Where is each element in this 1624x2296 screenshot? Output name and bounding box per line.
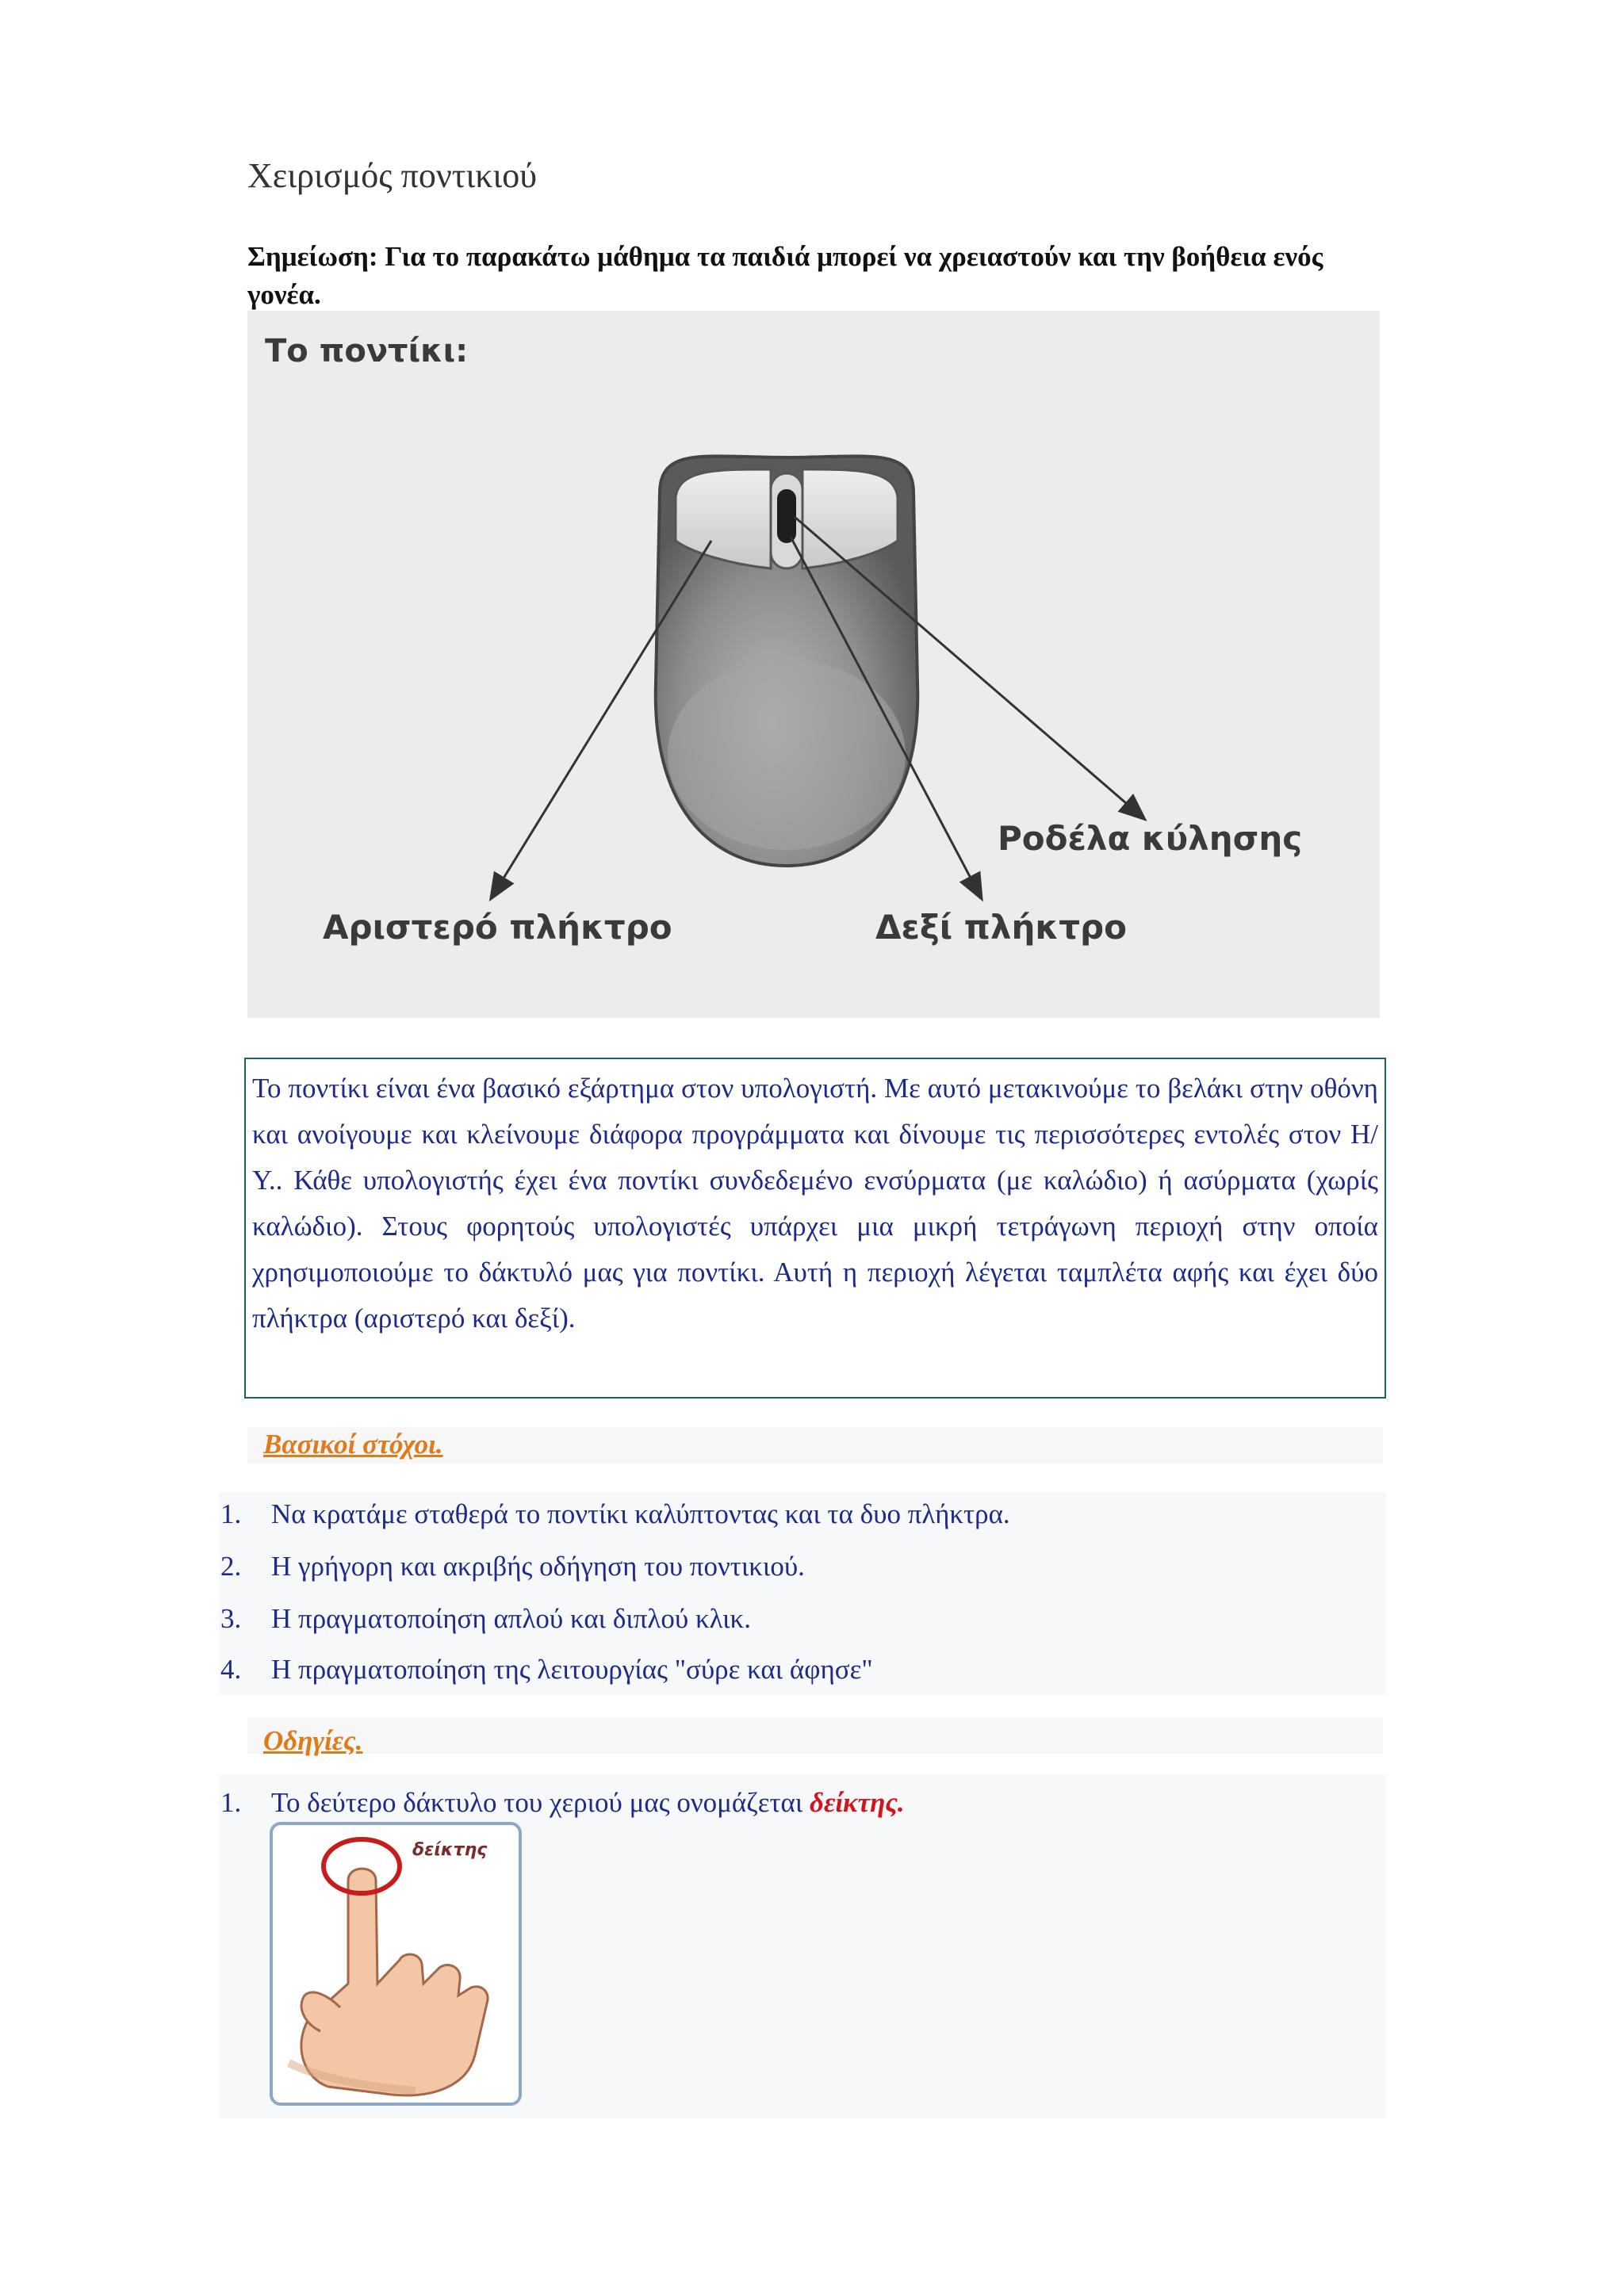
pointer-term: δείκτης. xyxy=(810,1787,905,1818)
goals-list xyxy=(219,1492,1386,1695)
list-item-number: 2. xyxy=(220,1551,242,1582)
list-item-text: Να κρατάμε σταθερά το ποντίκι καλύπτοντας και τα δυο πλήκτρα. xyxy=(271,1498,1010,1529)
intro-text-box: Το ποντίκι είναι ένα βασικό εξάρτημα στον υπολογιστή. Με αυτό μετακινούμε το βελάκι στην οθόνη και ανοίγουμε και κλείνουμε διάφορα προγράμματα και δίνουμε τις περισσότερες εντολές στον Η/Υ.. Κάθε υπολογιστής έχει ένα ποντίκι συνδεδεμένο ενσύρματα (με καλώδιο) ή ασύρματα (χωρίς καλώδιο). Στους φορητούς υπολογιστές υπάρχει μια μικρή τετράγωνη περιοχή στην οποία χρησιμοποιούμε το δάκτυλό μας για ποντίκι. Αυτή η περιοχή λέγεται ταμπλέτα αφής και έχει δύο πλήκτρα (αριστερό και δεξί). xyxy=(244,1058,1386,1399)
list-item xyxy=(219,1603,751,1635)
list-item xyxy=(219,1654,873,1686)
goals-heading: Βασικοί στόχοι. xyxy=(263,1429,443,1460)
hand-icon xyxy=(289,1869,488,2095)
list-item xyxy=(219,1551,805,1582)
list-item xyxy=(219,1787,905,1819)
finger-label: δείκτης xyxy=(412,1840,488,1860)
index-finger-illustration xyxy=(270,1822,522,2106)
mouse-diagram-heading: Το ποντίκι: xyxy=(265,333,469,369)
list-item-number: 1. xyxy=(220,1787,242,1818)
list-item-number: 4. xyxy=(220,1654,242,1685)
scroll-wheel-label: Ροδέλα κύλησης xyxy=(998,819,1303,858)
list-item-text: Η πραγματοποίηση απλού και διπλού κλικ. xyxy=(271,1603,751,1634)
mouse-diagram xyxy=(247,311,1380,1018)
list-item xyxy=(219,1498,1010,1530)
list-item-text: Η γρήγορη και ακριβής οδήγηση του ποντικιού. xyxy=(271,1551,805,1582)
goals-heading-bar xyxy=(247,1427,1383,1464)
instructions-heading: Οδηγίες. xyxy=(263,1725,363,1756)
right-button-label: Δεξί πλήκτρο xyxy=(875,908,1127,947)
instructions-heading-bar xyxy=(247,1717,1383,1754)
instructions-list xyxy=(219,1774,1386,2118)
parent-help-note: Σημείωση: Για το παρακάτω μάθημα τα παιδιά μπορεί να χρειαστούν και την βοήθεια ενός γονέα. xyxy=(247,241,1323,310)
page-title: Χειρισμός ποντικιού xyxy=(247,156,538,195)
mouse-illustration xyxy=(656,456,918,866)
list-item-number: 3. xyxy=(220,1603,242,1634)
left-button-label: Αριστερό πλήκτρο xyxy=(323,908,672,947)
list-item-text: Η πραγματοποίηση της λειτουργίας "σύρε και άφησε" xyxy=(271,1654,873,1685)
list-item-number: 1. xyxy=(220,1498,242,1529)
list-item-text: Το δεύτερο δάκτυλο του χεριού μας ονομάζεται xyxy=(271,1787,810,1818)
